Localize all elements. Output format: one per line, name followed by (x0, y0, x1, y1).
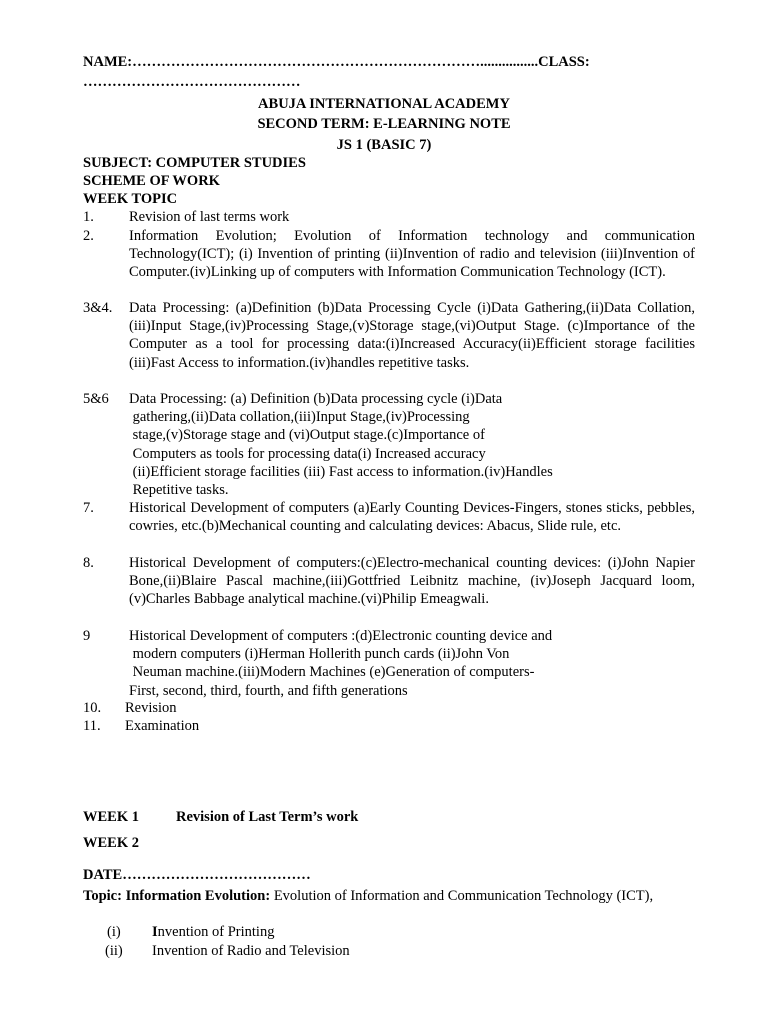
scheme-item (83, 554, 695, 609)
scheme-item-text (129, 390, 695, 499)
scheme-item-line: Data Processing: (a) Definition (b)Data processing cycle (i)Data (129, 391, 503, 407)
subitem-rest: Invention of Radio and Television (152, 943, 350, 959)
scheme-item-number: 11. (83, 718, 101, 734)
class-level: JS 1 (BASIC 7) (336, 137, 432, 153)
scheme-item-number: 9 (83, 628, 91, 644)
scheme-item-number: 8. (83, 555, 94, 571)
scheme-item-line: stage,(v)Storage stage and (vi)Output stage.(c)Importance of (129, 427, 485, 444)
topic-label: Topic: Information Evolution: (83, 888, 271, 904)
name-class-line: NAME:………………………………………………………………................CLASS: (83, 54, 590, 70)
scheme-item-number: 3&4. (83, 300, 113, 316)
scheme-item (83, 717, 695, 735)
scheme-item (83, 499, 695, 535)
scheme-item (83, 208, 695, 226)
scheme-item (83, 299, 695, 372)
scheme-item-number: 10. (83, 700, 102, 716)
scheme-item-line: (ii)Efficient storage facilities (iii) Fast access to information.(iv)Handles (129, 463, 553, 480)
scheme-item-number: 1. (83, 209, 94, 225)
topic-paragraph (83, 887, 695, 905)
scheme-item-line: Computers as tools for processing data(i) Increased accuracy (129, 445, 486, 462)
name-class-line-continued: ……………………………………… (83, 74, 301, 90)
scheme-item-line: First, second, third, fourth, and fifth generations (129, 682, 408, 699)
school-name: ABUJA INTERNATIONAL ACADEMY (258, 96, 510, 112)
scheme-item-number: 7. (83, 500, 94, 516)
scheme-item (83, 627, 695, 700)
term-title: SECOND TERM: E-LEARNING NOTE (257, 116, 511, 132)
scheme-item (83, 390, 695, 499)
week1-label: WEEK 1 (83, 809, 139, 825)
week-topic-heading: WEEK TOPIC (83, 191, 178, 207)
subitem-first-letter: I (152, 924, 158, 940)
subject-heading: SUBJECT: COMPUTER STUDIES (83, 155, 306, 171)
scheme-item-line: gathering,(ii)Data collation,(iii)Input Stage,(iv)Processing (129, 409, 470, 426)
scheme-item-line: modern computers (i)Herman Hollerith punch cards (ii)John Von (129, 646, 510, 663)
scheme-item-number: 5&6 (83, 391, 109, 407)
week2-label: WEEK 2 (83, 835, 139, 851)
scheme-item-line: Repetitive tasks. (129, 482, 229, 499)
scheme-item-text: Information Evolution; Evolution of Information technology and communication Technology(ICT); (i) Invention of printing (ii)Invention of radio and television (iii)Invention of Computer.(iv)Linking up of computers with Information Communication Technology (ICT). (129, 228, 695, 281)
scheme-heading: SCHEME OF WORK (83, 173, 220, 189)
subitem-number: (ii) (105, 943, 123, 959)
scheme-item (83, 699, 695, 717)
scheme-item-text: Examination (125, 718, 200, 734)
subitem-number: (i) (107, 924, 121, 940)
scheme-item-text: Historical Development of computers (a)Early Counting Devices-Fingers, stones sticks, pebbles, cowries, etc.(b)Mechanical counting and calculating devices: Abacus, Slide rule, etc. (129, 500, 695, 535)
date-line: DATE………………………………… (83, 867, 311, 883)
subitem-text (152, 923, 274, 941)
week1-title: Revision of Last Term’s work (176, 809, 359, 825)
topic-text: Evolution of Information and Communication Technology (ICT), (270, 888, 654, 904)
subitem-rest: nvention of Printing (157, 924, 275, 940)
scheme-item-line: Neuman machine.(iii)Modern Machines (e)Generation of computers- (129, 664, 535, 681)
subitem-text (152, 942, 350, 960)
scheme-item-text: Revision (125, 700, 177, 716)
scheme-item (83, 227, 695, 282)
scheme-item-line: Historical Development of computers :(d)Electronic counting device and (129, 628, 553, 644)
scheme-item-text: Revision of last terms work (129, 209, 290, 225)
scheme-item-number: 2. (83, 228, 94, 244)
scheme-item-text: Historical Development of computers:(c)Electro-mechanical counting devices: (i)John Napier Bone,(ii)Blaire Pascal machine,(iii)Gottfried Leibnitz machine, (iv)Joseph Jacquard loom,(v)Charles Babbage analytical machine.(vi)Philip Emeagwali. (129, 555, 695, 608)
scheme-item-text: Data Processing: (a)Definition (b)Data Processing Cycle (i)Data Gathering,(ii)Data Collation,(iii)Input Stage,(iv)Processing Stage,(v)Storage stage,(vi)Output Stage. (c)Importance of the Computer as a tool for processing data:(i)Increased Accuracy(ii)Efficient storage facilities (iii)Fast Access to information.(iv)handles repetitive tasks. (129, 300, 695, 371)
scheme-item-text (129, 627, 695, 700)
